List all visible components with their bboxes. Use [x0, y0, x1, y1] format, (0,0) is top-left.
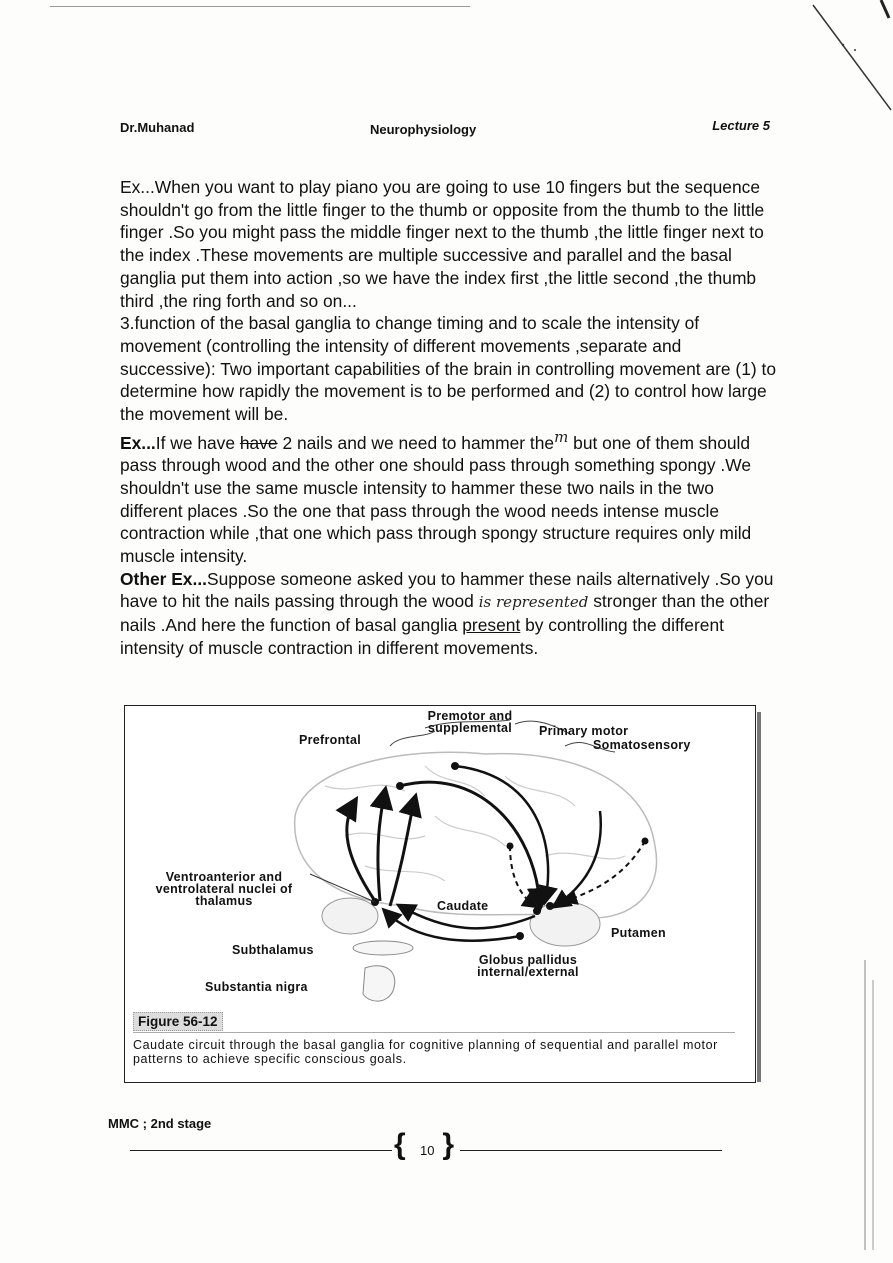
lecture-body — [120, 176, 780, 660]
lecture-number: Lecture 5 — [712, 118, 770, 133]
label-subthalamus: Subthalamus — [232, 943, 314, 957]
other-example-lead: Other Ex... — [120, 568, 207, 589]
label-caudate: Caudate — [437, 899, 489, 913]
author-name: Dr.Muhanad — [120, 120, 195, 135]
thalamus-shape — [322, 898, 378, 934]
label-thalamus: Ventroanterior and ventrolateral nuclei of thalamus — [155, 870, 293, 908]
label-putamen: Putamen — [611, 926, 666, 940]
struck-word: have — [239, 432, 278, 453]
scan-corner-marks — [803, 0, 893, 120]
page-number: 10 — [420, 1143, 435, 1158]
figure-shadow — [757, 712, 761, 1082]
left-brace: { — [394, 1128, 406, 1161]
figure-number: Figure 56-12 — [133, 1012, 223, 1031]
nails-example-paragraph: Ex...If we have have 2 nails and we need to hammer the$^m$ but one of them should pass through wood and the other one should pass through something spongy .We shouldn't use the same muscle intensity to hammer these two nails in the two different places .So the one that pass through the wood needs intense muscle contraction while ,that one which pass through spongy structure requires only mild muscle intensity. — [120, 427, 752, 567]
label-premotor: Premotor and supplemental — [427, 709, 513, 735]
right-brace: } — [442, 1128, 454, 1161]
footer-rule-left — [130, 1150, 392, 1151]
substantia-nigra-shape — [363, 966, 395, 1001]
label-prefrontal: Prefrontal — [299, 733, 362, 747]
example-lead: Ex... — [120, 432, 156, 453]
other-example-paragraph: Other Ex...Suppose someone asked you to hammer these nails alternatively .So you have to hit the nails passing through the wood is represented stronger than the other nails .And here the function of basal ganglia present by controlling the different intensity of muscle contraction in different movements. — [120, 568, 774, 658]
handwritten-annotation: is represented — [478, 593, 589, 612]
label-globus-pallidus: Globus pallidus internal/external — [477, 953, 579, 979]
stage-label: MMC ; 2nd stage — [108, 1116, 212, 1131]
scan-edge-marks — [859, 960, 879, 1250]
page-header — [120, 118, 770, 138]
struck-word-present: present — [462, 615, 521, 636]
timing-intensity-paragraph: 3.function of the basal ganglia to change timing and to scale the intensity of movement (controlling the intensity of different movements ,separate and successive): Two important capabilities of the brain in controlling movement are (1) to determine how rapidly the movement is to be performed and (2) to control how large the movement will be. — [120, 313, 776, 425]
label-primary-motor: Primary motor — [539, 724, 629, 738]
handwritten-mark: m — [554, 427, 569, 446]
label-somatosensory: Somatosensory — [593, 738, 691, 752]
brain-gyri — [325, 766, 625, 881]
putamen-shape — [530, 902, 600, 946]
figure-caudate-circuit — [124, 705, 756, 1083]
piano-example-paragraph: Ex...When you want to play piano you are going to use 10 fingers but the sequence shouldn't go from the little finger to the thumb or opposite from the thumb to the little finger .So you might pass the middle finger next to the thumb ,the little finger next to the index .These movements are multiple successive and parallel and the basal ganglia put them into action ,so we have the index first ,the little second ,the thumb third ,the ring forth and so on... — [120, 177, 765, 311]
footer-rule-right — [460, 1150, 722, 1151]
subthalamus-shape — [353, 941, 413, 955]
label-substantia-nigra: Substantia nigra — [205, 980, 308, 994]
page-number-block — [392, 1128, 460, 1164]
figure-caption: Caudate circuit through the basal ganglia for cognitive planning of sequential and parallel motor patterns to achieve specific conscious goals. — [133, 1038, 718, 1066]
scan-artifact-line — [50, 6, 470, 7]
course-subject: Neurophysiology — [370, 122, 477, 137]
caption-divider — [133, 1032, 735, 1033]
